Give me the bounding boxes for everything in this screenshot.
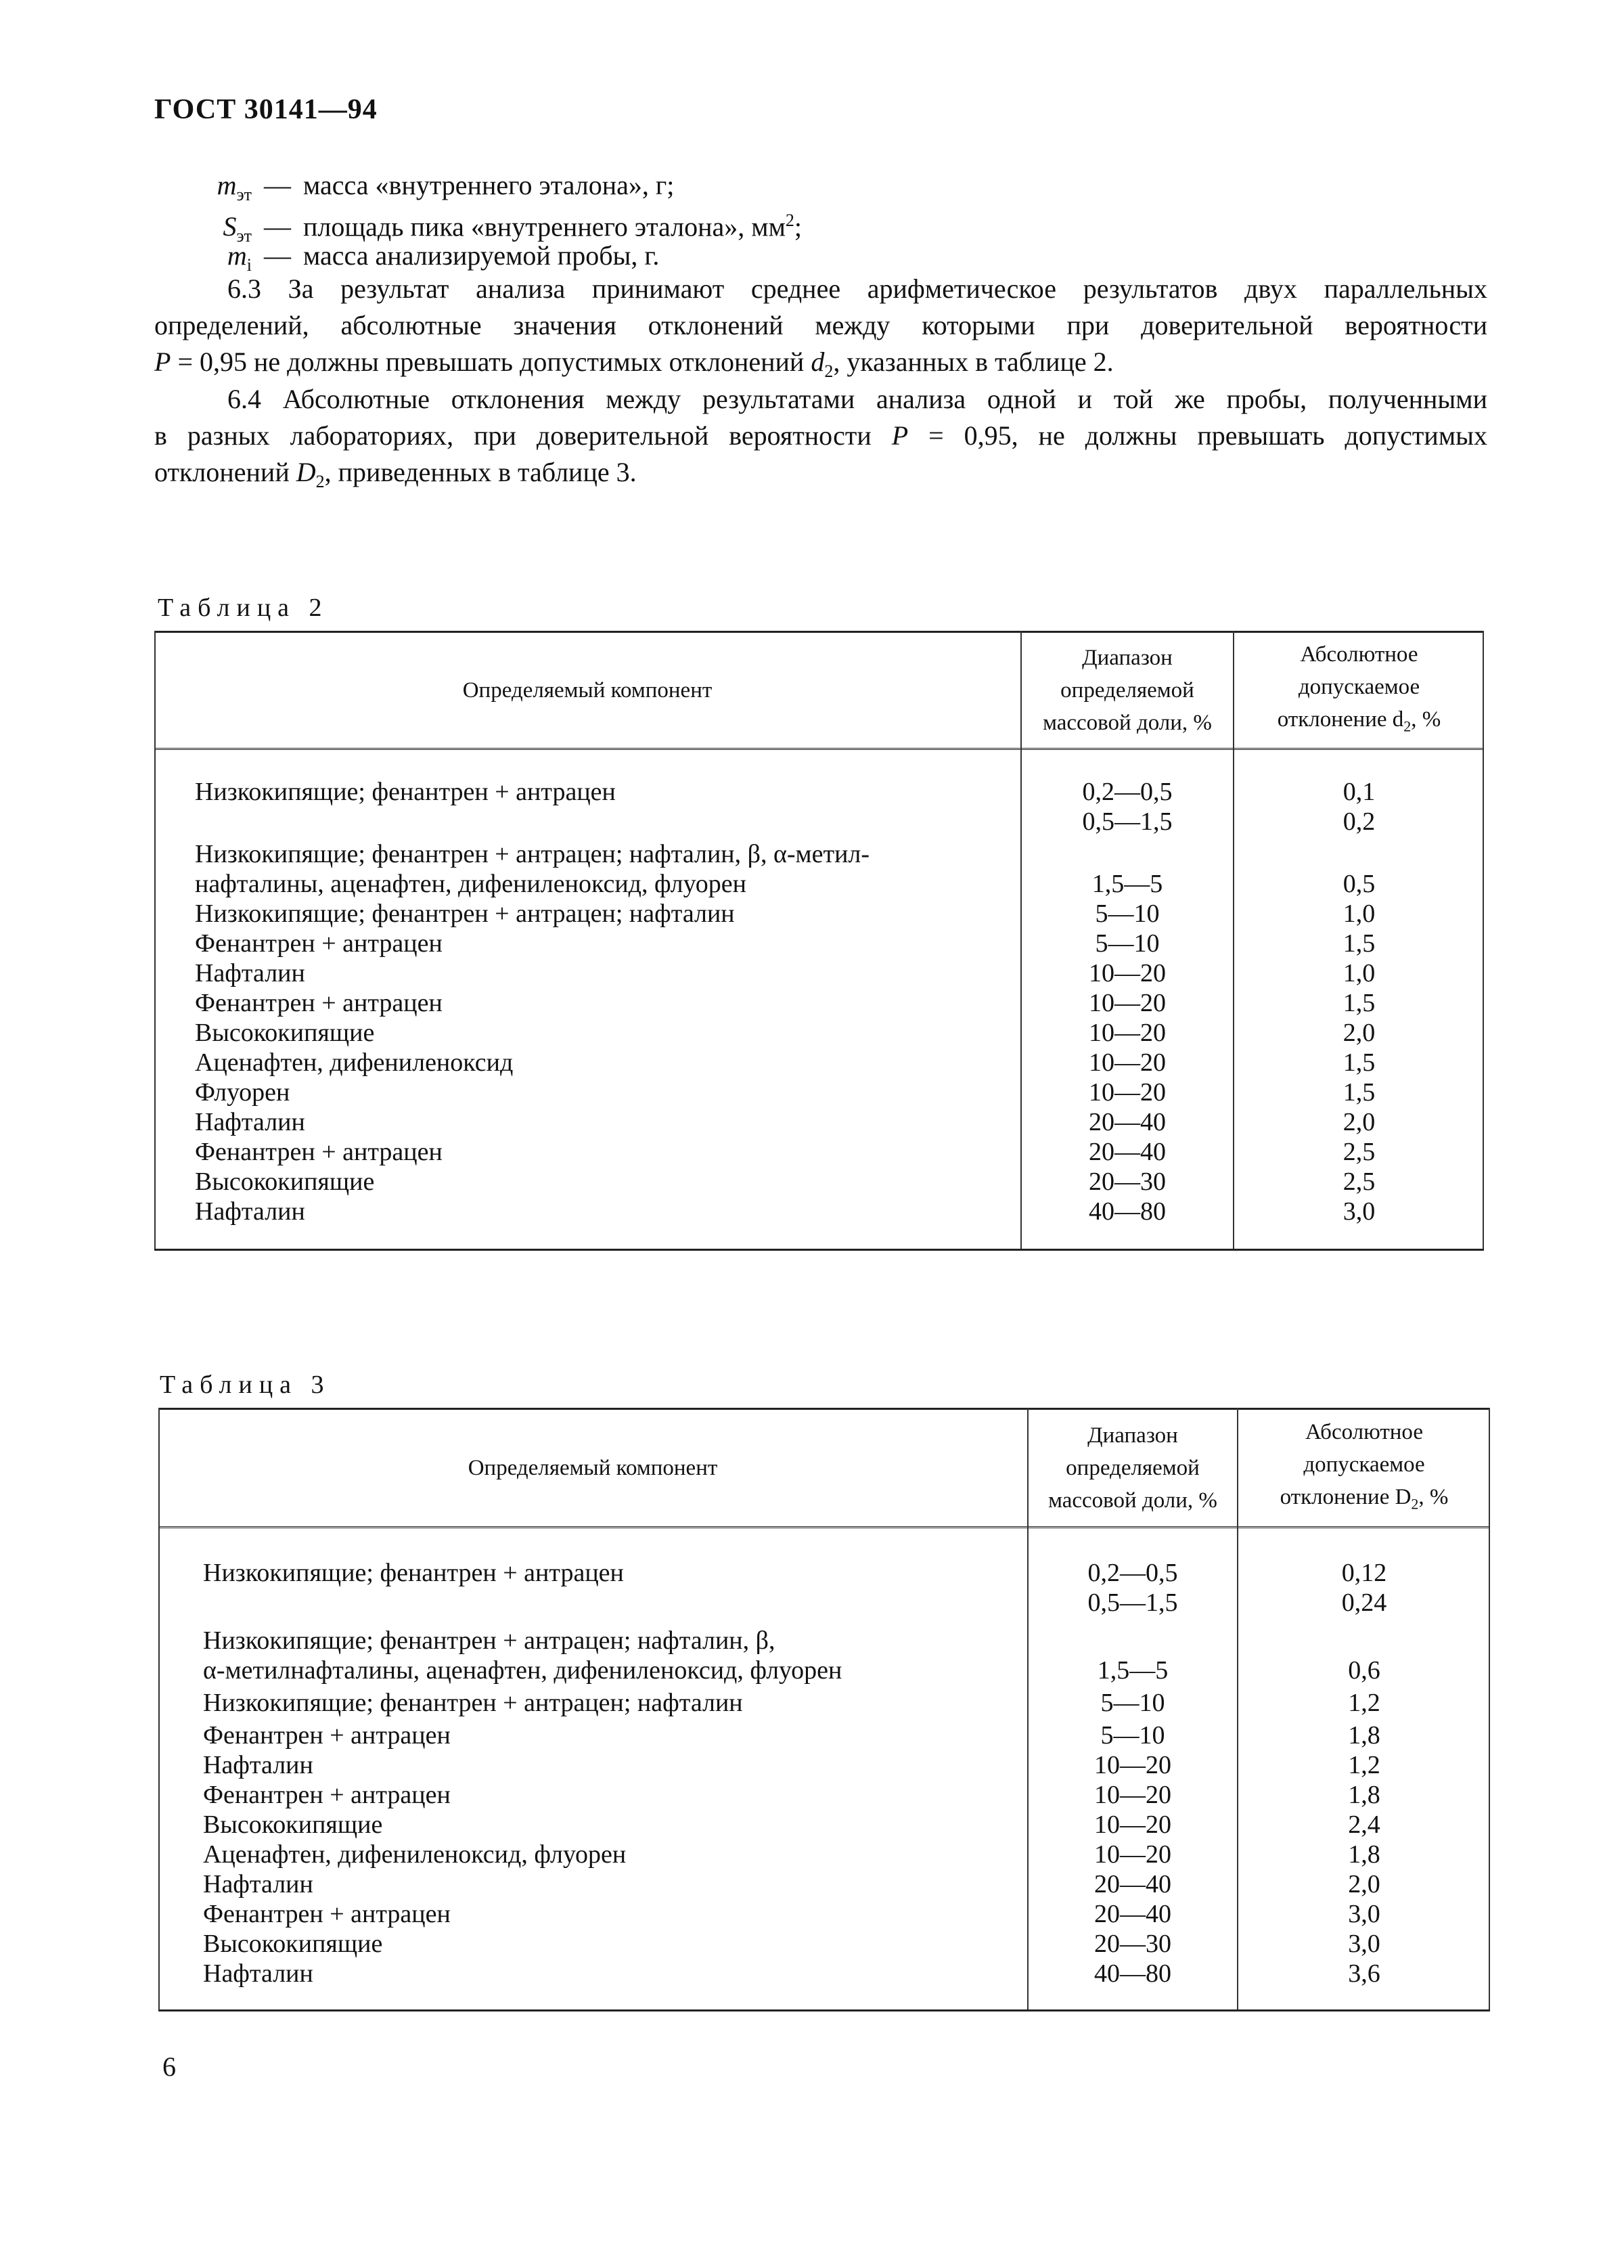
table-row — [154, 958, 1484, 988]
table-row — [154, 1018, 1484, 1048]
cell-deviation: 0,5 — [1343, 870, 1376, 898]
header-component: Определяемый компонент — [462, 678, 713, 703]
cell-deviation: 0,6 — [1348, 1656, 1380, 1685]
document-header: ГОСТ 30141—94 — [154, 94, 378, 125]
cell-component: Флуорен — [195, 1078, 290, 1107]
definition-symbol: $m_{эт}$ — [217, 170, 252, 204]
cell-deviation: 2,0 — [1343, 1108, 1376, 1136]
cell-range: 0,2—0,5 0,5—1,5 — [1087, 1559, 1178, 1617]
cell-range: 20—40 — [1089, 1138, 1166, 1166]
header-deviation: Абсолютное допускаемое отклонение $d_2$, % — [1277, 642, 1441, 735]
cell-deviation: 2,0 — [1343, 1019, 1376, 1047]
cell-range: 10—20 — [1089, 989, 1166, 1017]
table-row — [158, 1780, 1490, 1810]
cell-range: 0,2—0,5 0,5—1,5 — [1082, 778, 1173, 836]
cell-deviation: 1,8 — [1348, 1781, 1380, 1809]
table-row — [158, 1810, 1490, 1840]
cell-range: 10—20 — [1094, 1810, 1171, 1839]
cell-range: 1,5—5 — [1091, 870, 1163, 898]
cell-range: 20—40 — [1094, 1870, 1171, 1898]
table-row — [158, 1840, 1490, 1869]
definition-text: площадь пика «внутреннего эталона», $мм^2$; — [303, 210, 803, 242]
cell-component: Высококипящие — [195, 1019, 375, 1047]
definition-row: $S_{эт}$ — площадь пика «внутреннего эталона», $мм^2$; — [154, 203, 802, 238]
cell-component: Фенантрен + антрацен — [203, 1781, 451, 1809]
definition-row: $m_{эт}$ — масса «внутреннего эталона», г; — [154, 168, 802, 203]
cell-deviation: 3,0 — [1348, 1930, 1380, 1958]
table-2 — [154, 631, 1484, 1251]
table-3-caption: Таблица 3 — [160, 1371, 331, 1399]
cell-range: 1,5—5 — [1097, 1656, 1169, 1685]
cell-deviation: 1,0 — [1343, 959, 1376, 987]
cell-deviation: 1,2 — [1348, 1751, 1380, 1779]
definition-text: масса «внутреннего эталона», г; — [303, 170, 675, 200]
cell-deviation: 1,0 — [1343, 899, 1376, 928]
cell-range: 10—20 — [1089, 1019, 1166, 1047]
header-range: Диапазон определяемой массовой доли, % — [1048, 1423, 1217, 1513]
definition-text: масса анализируемой пробы, г. — [303, 240, 660, 271]
cell-range: 10—20 — [1094, 1840, 1171, 1869]
cell-deviation: 1,2 — [1348, 1689, 1380, 1717]
table-row — [154, 1048, 1484, 1077]
table-row — [154, 899, 1484, 929]
header-range: Диапазон определяемой массовой доли, % — [1043, 646, 1212, 735]
cell-component: Нафталин — [195, 959, 305, 987]
table-row — [154, 1137, 1484, 1167]
table-header — [158, 1408, 1490, 1528]
table-row — [158, 1750, 1490, 1780]
definition-row: $m_i$ — масса анализируемой пробы, г. — [154, 238, 802, 273]
cell-component: Фенантрен + антрацен — [203, 1721, 451, 1750]
table-row — [158, 1929, 1490, 1959]
cell-range: 10—20 — [1089, 1078, 1166, 1107]
cell-component: Нафталин — [195, 1197, 305, 1226]
cell-deviation: 3,6 — [1348, 1959, 1380, 1988]
cell-deviation: 1,5 — [1343, 1048, 1376, 1077]
cell-range: 5—10 — [1100, 1689, 1165, 1717]
table-row — [158, 1959, 1490, 1988]
cell-component: Высококипящие — [195, 1168, 375, 1196]
header-deviation: Абсолютное допускаемое отклонение $D_2$, % — [1280, 1419, 1449, 1513]
cell-component: Фенантрен + антрацен — [203, 1900, 451, 1928]
table-row — [154, 929, 1484, 958]
cell-component: Низкокипящие; фенантрен + антрацен; нафталин, β, α-метил- нафталины, аценафтен, дифениленоксид, флуорен — [195, 840, 870, 898]
cell-range: 20—30 — [1094, 1930, 1171, 1958]
table-row — [158, 1688, 1490, 1718]
table-2-caption: Таблица 2 — [158, 594, 329, 622]
cell-component: Высококипящие — [203, 1810, 383, 1839]
table-row — [158, 1626, 1490, 1685]
cell-deviation: 0,1 0,2 — [1343, 778, 1376, 836]
cell-range: 20—40 — [1089, 1108, 1166, 1136]
cell-deviation: 1,5 — [1343, 929, 1376, 958]
definition-symbol: $S_{эт}$ — [223, 211, 252, 246]
cell-range: 10—20 — [1094, 1781, 1171, 1809]
cell-range: 20—40 — [1094, 1900, 1171, 1928]
cell-component: Фенантрен + антрацен — [195, 929, 443, 958]
cell-range: 10—20 — [1089, 959, 1166, 987]
cell-range: 5—10 — [1095, 929, 1160, 958]
cell-range: 10—20 — [1089, 1048, 1166, 1077]
table-row — [158, 1720, 1490, 1750]
table-row — [154, 777, 1484, 837]
header-component: Определяемый компонент — [468, 1456, 718, 1480]
cell-component: Низкокипящие; фенантрен + антрацен; нафталин — [195, 899, 735, 928]
table-header — [154, 631, 1484, 750]
cell-deviation: 2,4 — [1348, 1810, 1380, 1839]
table-row — [158, 1899, 1490, 1929]
table-row — [154, 1077, 1484, 1107]
cell-deviation: 2,5 — [1343, 1138, 1376, 1166]
cell-component: Низкокипящие; фенантрен + антрацен — [203, 1559, 624, 1587]
cell-deviation: 1,8 — [1348, 1721, 1380, 1750]
symbol-definitions — [154, 168, 802, 273]
cell-component: Низкокипящие; фенантрен + антрацен; нафталин — [203, 1689, 743, 1717]
cell-deviation: 3,0 — [1348, 1900, 1380, 1928]
table-row — [154, 1167, 1484, 1197]
table-row — [158, 1869, 1490, 1899]
cell-component: Низкокипящие; фенантрен + антрацен; нафталин, β, α-метилнафталины, аценафтен, дифениленоксид, флуорен — [203, 1626, 842, 1685]
table-row — [154, 1197, 1484, 1226]
cell-deviation: 2,5 — [1343, 1168, 1376, 1196]
cell-range: 40—80 — [1089, 1197, 1166, 1226]
cell-deviation: 1,5 — [1343, 989, 1376, 1017]
cell-component: Аценафтен, дифениленоксид — [195, 1048, 514, 1077]
cell-deviation: 3,0 — [1343, 1197, 1376, 1226]
cell-component: Нафталин — [203, 1870, 313, 1898]
cell-component: Низкокипящие; фенантрен + антрацен — [195, 778, 616, 806]
table-row — [154, 988, 1484, 1018]
cell-deviation: 2,0 — [1348, 1870, 1380, 1898]
cell-component: Аценафтен, дифениленоксид, флуорен — [203, 1840, 627, 1869]
table-row — [154, 839, 1484, 899]
cell-component: Нафталин — [203, 1959, 313, 1988]
paragraph-6-4: 6.4 Абсолютные отклонения между результатами анализа одной и той же пробы, полученными в разных лабораториях, при доверительной вероятности P = 0,95, не должны превышать допустимых отклонений $D_2$, приведенных в таблице 3. — [154, 384, 1488, 491]
table-row — [158, 1558, 1490, 1618]
table-3 — [158, 1408, 1490, 2011]
cell-range: 5—10 — [1095, 899, 1160, 928]
cell-component: Высококипящие — [203, 1930, 383, 1958]
cell-component: Фенантрен + антрацен — [195, 1138, 443, 1166]
cell-range: 10—20 — [1094, 1751, 1171, 1779]
cell-deviation: 1,8 — [1348, 1840, 1380, 1869]
paragraph-6-3: 6.3 За результат анализа принимают среднее арифметическое результатов двух параллельных определений, абсолютные значения отклонений между которыми при доверительной вероятности P = 0,95 не должны превышать допустимых отклонений $d_2$, указанных в таблице 2. — [154, 273, 1487, 381]
table-row — [154, 1107, 1484, 1137]
page-number: 6 — [162, 2051, 176, 2082]
cell-component: Нафталин — [203, 1751, 313, 1779]
cell-component: Нафталин — [195, 1108, 305, 1136]
definition-symbol: $m_i$ — [227, 240, 252, 275]
cell-deviation: 0,12 0,24 — [1341, 1559, 1387, 1617]
cell-range: 5—10 — [1100, 1721, 1165, 1750]
cell-range: 40—80 — [1094, 1959, 1171, 1988]
cell-deviation: 1,5 — [1343, 1078, 1376, 1107]
cell-component: Фенантрен + антрацен — [195, 989, 443, 1017]
cell-range: 20—30 — [1089, 1168, 1166, 1196]
